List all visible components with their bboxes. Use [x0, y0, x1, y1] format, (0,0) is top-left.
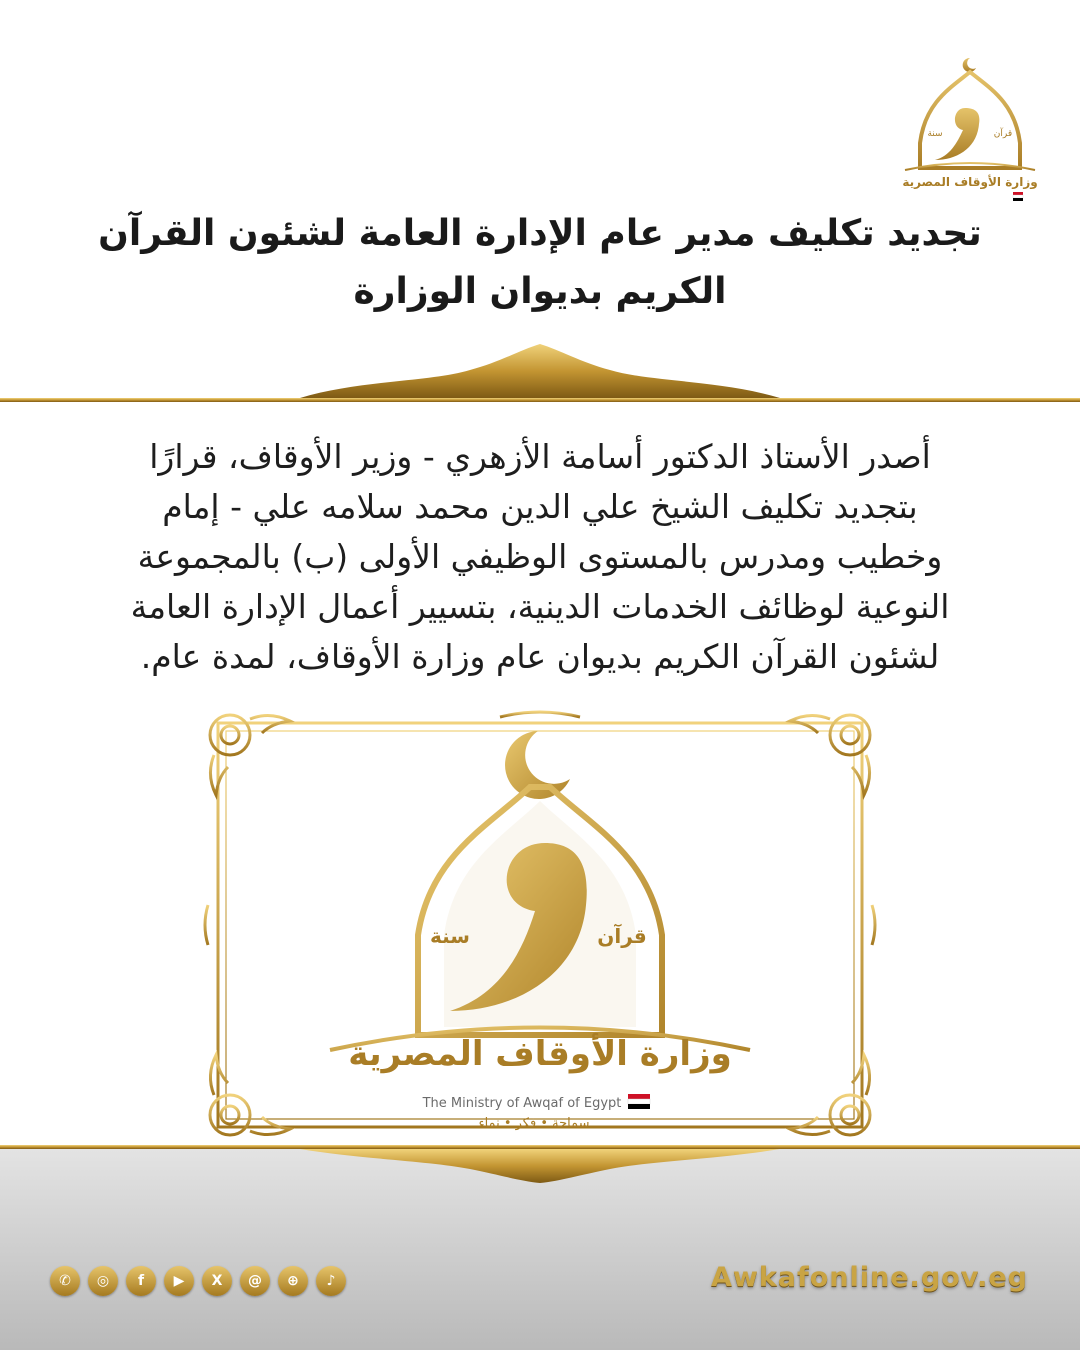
logo-large-left-word: سنة [430, 924, 470, 948]
body-line-3: وخطيب ومدرس بالمستوى الوظيفي الأولى (ب) بالمجموعة [137, 537, 943, 576]
instagram-icon[interactable]: ◎ [88, 1266, 118, 1296]
body-line-4: النوعية لوظائف الخدمات الدينية، بتسيير أعمال الإدارة العامة [130, 587, 950, 626]
facebook-icon[interactable]: f [126, 1266, 156, 1296]
body-line-5: لشئون القرآن الكريم بديوان عام وزارة الأوقاف، لمدة عام. [140, 637, 940, 676]
body-text [30, 432, 1050, 682]
logo-large-right-word: قرآن [597, 924, 647, 948]
headline-line-2: الكريم بديوان الوزارة [353, 271, 727, 312]
awqaf-logo-small [895, 48, 1045, 208]
ornate-frame-logo [200, 705, 880, 1145]
headline-line-1: تجديد تكليف مدير عام الإدارة العامة لشئون القرآن [98, 213, 982, 254]
logo-large-slogan: سماحة • فكر • نماء [478, 1116, 590, 1131]
ornamental-divider [0, 340, 1080, 420]
body-line-2: بتجديد تكليف الشيخ علي الدين محمد سلامه علي - إمام [162, 487, 918, 526]
logo-large-brand-en: The Ministry of Awqaf of Egypt [422, 1096, 622, 1111]
logo-large-brand-ar: وزارة الأوقاف المصرية [348, 1034, 732, 1074]
egypt-flag-icon [628, 1094, 650, 1109]
threads-icon[interactable]: @ [240, 1266, 270, 1296]
website-link[interactable]: Awkafonline.gov.eg [710, 1262, 1028, 1293]
youtube-icon[interactable]: ▶ [164, 1266, 194, 1296]
footer-divider [0, 1125, 1080, 1185]
whatsapp-icon[interactable]: ✆ [50, 1266, 80, 1296]
tiktok-icon[interactable]: ♪ [316, 1266, 346, 1296]
x-icon[interactable]: X [202, 1266, 232, 1296]
headline [40, 205, 1040, 321]
logo-small-right-word: قرآن [993, 129, 1013, 139]
logo-small-brand: وزارة الأوقاف المصرية [902, 175, 1038, 189]
body-line-1: أصدر الأستاذ الدكتور أسامة الأزهري - وزير الأوقاف، قرارًا [149, 437, 931, 476]
logo-small-left-word: سنة [927, 129, 943, 139]
web-icon[interactable]: ⊕ [278, 1266, 308, 1296]
social-icons [50, 1266, 346, 1296]
